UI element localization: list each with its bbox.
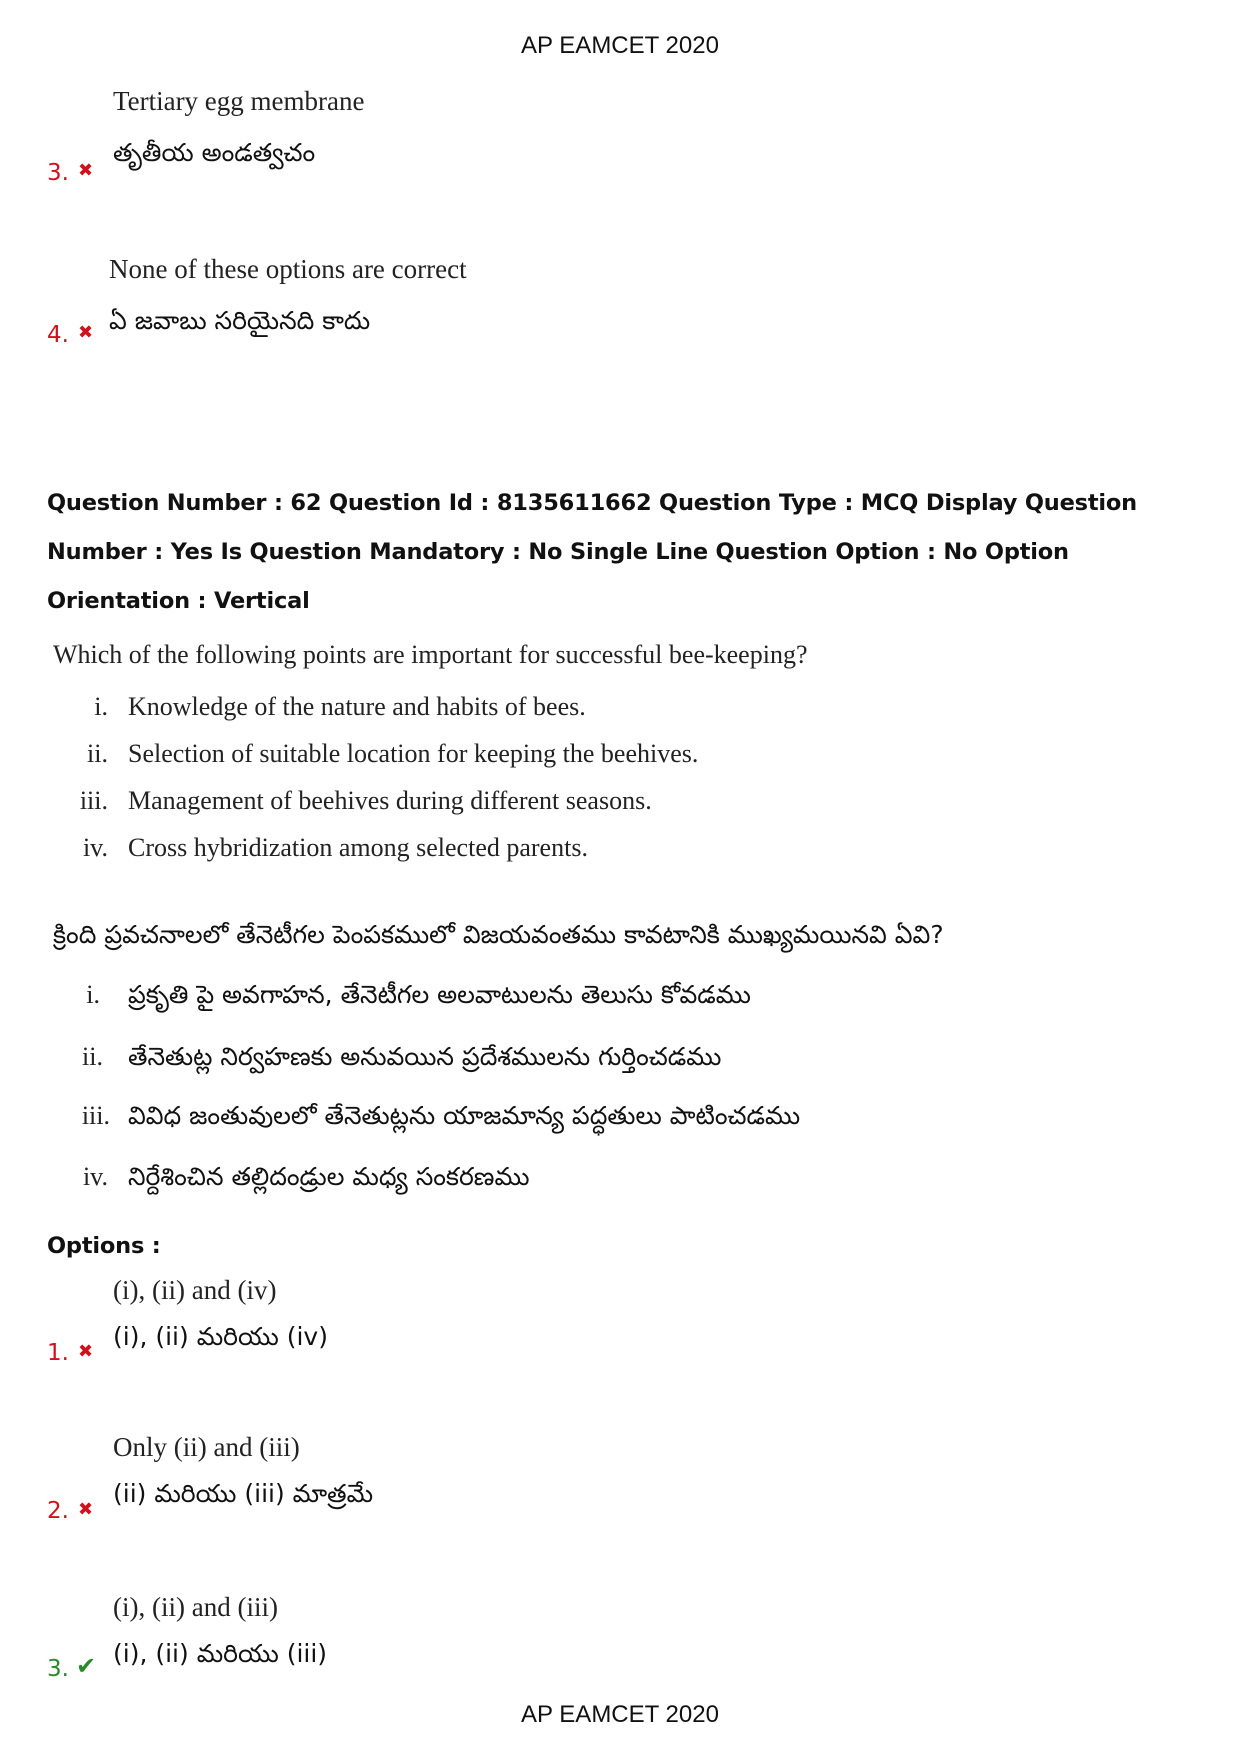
option-3-number: 3.: [47, 160, 69, 186]
cross-icon: ✖: [78, 1499, 94, 1520]
question-stem-telugu: క్రింది ప్రవచనాలలో తేనెటీగల పెంపకములో విజయవంతము కావటానికి ముఖ్యమయినవి ఏవి?: [53, 920, 944, 949]
option-4-telugu: ఏ జవాబు సరియైనది కాదు: [109, 306, 371, 335]
option-2-number: 2.: [47, 1498, 69, 1524]
option-3-english: Tertiary egg membrane: [113, 86, 365, 116]
point-text: Selection of suitable location for keeping the beehives.: [128, 739, 699, 768]
option-1-telugu: (i), (ii) మరియు (iv): [113, 1322, 328, 1351]
page-footer: AP EAMCET 2020: [521, 1701, 719, 1728]
point-text-telugu: ప్రకృతి పై అవగాహన, తేనెటీగల అలవాటులను తెలుసు కోవడము: [128, 980, 751, 1009]
option-1-number: 1.: [47, 1340, 69, 1366]
option-3-telugu: (i), (ii) మరియు (iii): [113, 1639, 328, 1668]
option-3-telugu: తృతీయ అండత్వచం: [113, 138, 316, 167]
point-text: Management of beehives during different seasons.: [128, 786, 652, 815]
page-header: AP EAMCET 2020: [521, 32, 719, 59]
question-meta-line-1: Question Number : 62 Question Id : 8135611662 Question Type : MCQ Display Question: [47, 490, 1137, 516]
options-label: Options :: [47, 1233, 161, 1259]
cross-icon: ✖: [78, 1341, 94, 1362]
option-3-number: 3.: [47, 1656, 69, 1682]
point-text-telugu: తేనెతుట్ల నిర్వహణకు అనువయిన ప్రదేశములను గుర్తించడము: [128, 1042, 722, 1071]
point-text: Knowledge of the nature and habits of bees.: [128, 692, 586, 721]
point-number: i.: [94, 692, 108, 721]
question-stem-english: Which of the following points are important for successful bee-keeping?: [53, 640, 808, 669]
point-number: iii.: [79, 786, 108, 815]
option-2-english: Only (ii) and (iii): [113, 1432, 300, 1462]
point-number: i.: [86, 980, 100, 1009]
question-meta-line-2: Number : Yes Is Question Mandatory : No Single Line Question Option : No Option: [47, 539, 1069, 565]
cross-icon: ✖: [78, 160, 94, 181]
check-icon: ✔: [76, 1652, 97, 1680]
point-number: iii.: [81, 1101, 110, 1130]
point-number: ii.: [82, 1042, 103, 1071]
option-2-telugu: (ii) మరియు (iii) మాత్రమే: [113, 1479, 374, 1508]
cross-icon: ✖: [78, 322, 94, 343]
option-1-english: (i), (ii) and (iv): [113, 1275, 277, 1305]
point-text-telugu: వివిధ జంతువులలో తేనెతుట్లను యాజమాన్య పద్ధతులు పాటించడము: [128, 1101, 801, 1130]
point-text: Cross hybridization among selected parents.: [128, 833, 588, 862]
question-meta-line-3: Orientation : Vertical: [47, 588, 310, 614]
point-number: ii.: [87, 739, 108, 768]
option-4-number: 4.: [47, 322, 69, 348]
option-4-english: None of these options are correct: [109, 254, 467, 284]
point-number: iv.: [82, 1162, 108, 1191]
option-3-english: (i), (ii) and (iii): [113, 1592, 278, 1622]
point-number: iv.: [82, 833, 108, 862]
point-text-telugu: నిర్దేశించిన తల్లిదండ్రుల మధ్య సంకరణము: [128, 1162, 530, 1191]
